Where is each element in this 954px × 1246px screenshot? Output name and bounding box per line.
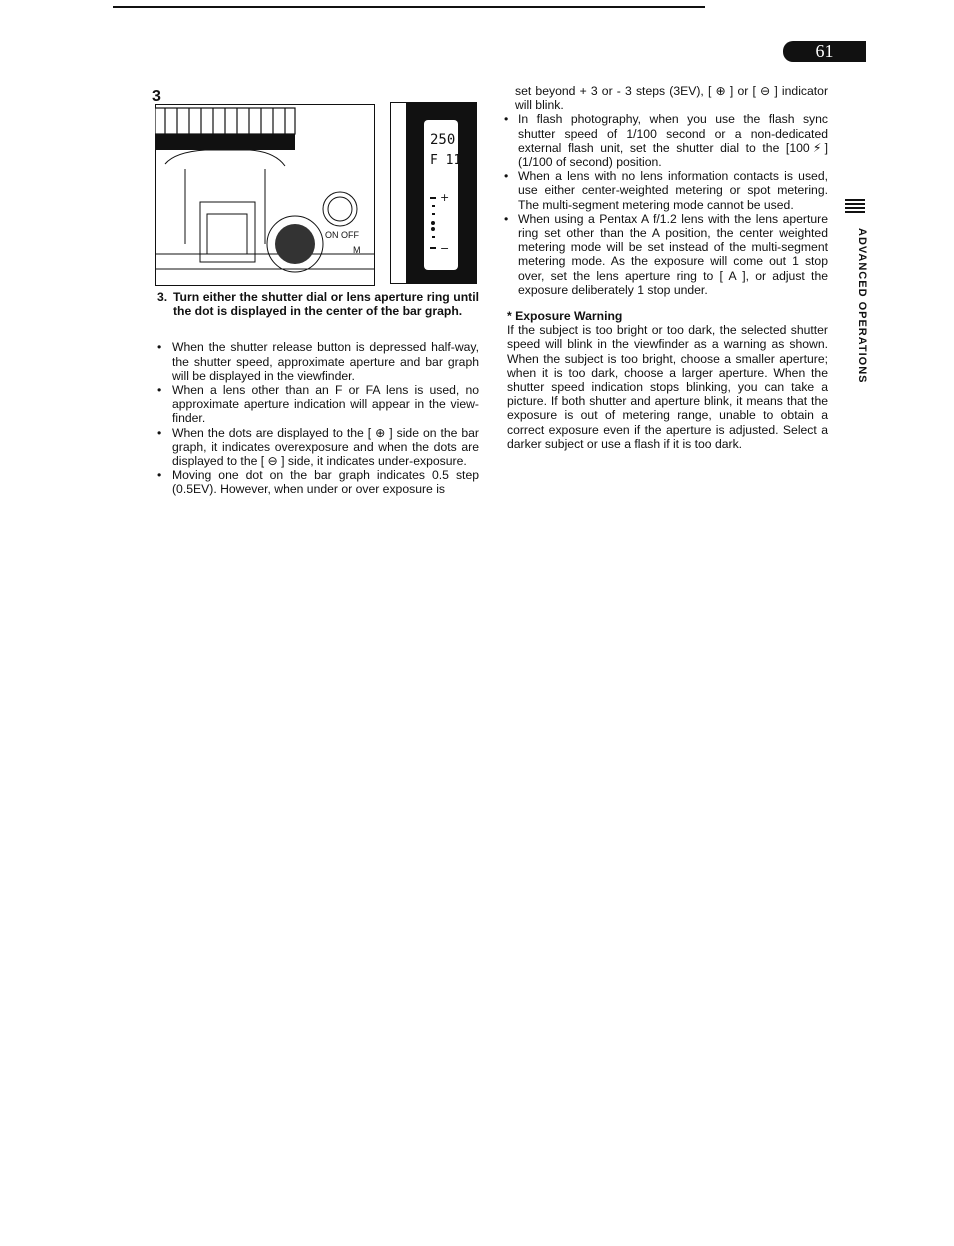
plus-indicator-icon: + [440, 191, 450, 204]
viewfinder-display [390, 102, 477, 284]
minus-indicator-icon: − [440, 242, 450, 255]
step-text: Turn either the shutter dial or lens aperture ring until the dot is displayed in the center of the bar graph. [173, 290, 479, 319]
step-number: 3. [157, 290, 168, 304]
section-marker-icon [845, 199, 865, 215]
right-column [507, 84, 828, 451]
continuation-text: set beyond + 3 or - 3 steps (3EV), [ ⊕ ] or [ ⊖ ] indicator will blink. [515, 84, 828, 113]
side-section-label: ADVANCED OPERATIONS [856, 228, 868, 384]
camera-top-illustration [155, 104, 375, 286]
viewfinder-shutter: 250 [430, 132, 456, 148]
step-3 [157, 290, 479, 318]
page-number: 61 [783, 41, 866, 62]
lens-barrel [155, 108, 295, 134]
aperture-ring [155, 134, 295, 150]
top-rule [113, 6, 705, 8]
left-bullets [157, 340, 479, 496]
list-item: • When a lens with no lens information contacts is used, use either center-weighted metering or spot metering. The multi-segment metering mode cannot be used. [507, 169, 828, 212]
shutter-dial [275, 224, 315, 264]
list-item: • When using a Pentax A f/1.2 lens with the lens aperture ring set other than the A position, the center weighted metering mode will be set instead of the multi-segment metering mode. As the exposure will come out 1 stop over, set the lens aperture ring to [ A ], or adjust the exposure deliberately 1 stop under. [507, 212, 828, 297]
mode-label: M [353, 245, 361, 255]
exposure-warning-heading: * Exposure Warning [507, 309, 623, 324]
list-item: • In flash photography, when you use the flash sync shutter speed of 1/100 second or a non-dedicated external flash unit, set the shutter dial to the [100⚡] (1/100 of second) position. [507, 112, 828, 169]
exposure-warning-body: If the subject is too bright or too dark, the selected shutter speed will blink in the viewfinder as a warning as shown. When the subject is too bright, choose a smaller aperture; when it is too dark, choose a larger aperture. When the shutter speed indication stops blinking, you can take a picture. If both shutter and aperture blink, it means that the exposure is out of metering range, unable to obtain a correct exposure even if the aperture is adjusted. Select a darker subject or use a flash if it is too dark. [507, 323, 828, 451]
list-item: • When the shutter release button is depressed half-way, the shutter speed, approximate aperture and bar graph will be displayed in the viewfinder. [157, 340, 479, 383]
right-bullets [507, 112, 828, 297]
viewfinder-aperture: F 11 [430, 153, 462, 168]
on-off-label: ON OFF [325, 230, 360, 240]
figure-number: 3 [152, 88, 161, 105]
list-item: • Moving one dot on the bar graph indicates 0.5 step (0.5EV). However, when under or over exposure is [157, 468, 479, 496]
list-item: • When the dots are displayed to the [ ⊕ ] side on the bar graph, it indicates overexposure and when the dots are displayed to the [ ⊖ ] side, it indicates under-exposure. [157, 426, 479, 469]
list-item: • When a lens other than an F or FA lens is used, no approximate aperture indication will appear in the view-finder. [157, 383, 479, 426]
left-column [157, 290, 479, 497]
